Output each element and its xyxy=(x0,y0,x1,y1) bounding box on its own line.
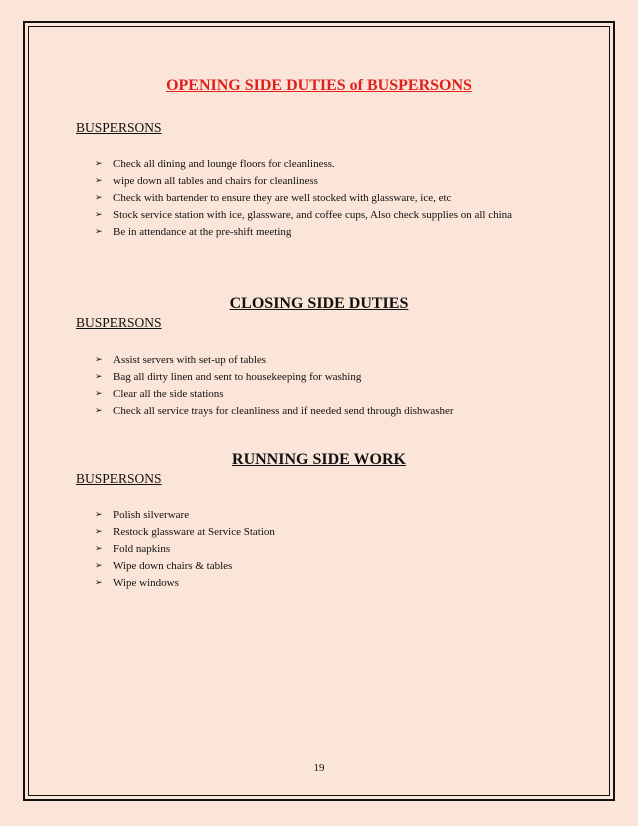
section-label-buspersons: BUSPERSONS xyxy=(76,315,162,330)
list-item xyxy=(95,507,567,524)
section-label-buspersons: BUSPERSONS xyxy=(76,120,162,135)
list-item xyxy=(95,575,567,592)
list-item xyxy=(95,558,567,575)
list-item-text: Assist servers with set-up of tables xyxy=(113,354,267,366)
duty-list-closing xyxy=(95,352,567,420)
arrow-bullet-icon: ➢ xyxy=(95,527,103,537)
section-title-closing: CLOSING SIDE DUTIES xyxy=(229,295,409,312)
list-item-text: Check all dining and lounge floors for cleanliness. xyxy=(113,158,335,170)
list-item xyxy=(95,369,567,386)
list-item xyxy=(95,173,567,190)
list-item-text: Wipe down chairs & tables xyxy=(113,560,233,572)
list-item-text: Restock glassware at Service Station xyxy=(113,526,275,538)
list-item-text: Wipe windows xyxy=(113,577,179,589)
arrow-bullet-icon: ➢ xyxy=(95,561,103,571)
list-item xyxy=(95,386,567,403)
list-item-text: Check all service trays for cleanliness and if needed send through dishwasher xyxy=(113,405,454,417)
arrow-bullet-icon: ➢ xyxy=(95,510,103,520)
list-item xyxy=(95,524,567,541)
list-item xyxy=(95,190,567,207)
arrow-bullet-icon: ➢ xyxy=(95,389,103,399)
arrow-bullet-icon: ➢ xyxy=(95,578,103,588)
section-title-opening: OPENING SIDE DUTIES of BUSPERSONS xyxy=(166,77,472,94)
arrow-bullet-icon: ➢ xyxy=(95,406,103,416)
list-item xyxy=(95,207,567,224)
arrow-bullet-icon: ➢ xyxy=(95,227,103,237)
arrow-bullet-icon: ➢ xyxy=(95,159,103,169)
arrow-bullet-icon: ➢ xyxy=(95,193,103,203)
arrow-bullet-icon: ➢ xyxy=(95,355,103,365)
list-item-text: Polish silverware xyxy=(113,509,190,521)
list-item xyxy=(95,156,567,173)
section-label-buspersons: BUSPERSONS xyxy=(76,471,162,486)
list-item xyxy=(95,352,567,369)
list-item-text: Stock service station with ice, glassware, and coffee cups, Also check supplies on all china xyxy=(113,209,513,221)
arrow-bullet-icon: ➢ xyxy=(95,210,103,220)
list-item xyxy=(95,541,567,558)
list-item-text: Check with bartender to ensure they are well stocked with glassware, ice, etc xyxy=(113,192,452,204)
section-title-running: RUNNING SIDE WORK xyxy=(232,451,406,468)
list-item xyxy=(95,403,567,420)
page-number: 19 xyxy=(313,762,325,774)
arrow-bullet-icon: ➢ xyxy=(95,544,103,554)
arrow-bullet-icon: ➢ xyxy=(95,176,103,186)
arrow-bullet-icon: ➢ xyxy=(95,372,103,382)
list-item-text: wipe down all tables and chairs for cleanliness xyxy=(113,175,318,187)
list-item-text: Be in attendance at the pre-shift meeting xyxy=(113,226,292,238)
list-item xyxy=(95,224,567,241)
list-item-text: Bag all dirty linen and sent to housekeeping for washing xyxy=(113,371,362,383)
duty-list-opening xyxy=(95,156,567,241)
list-item-text: Clear all the side stations xyxy=(113,388,224,400)
list-item-text: Fold napkins xyxy=(113,543,171,555)
duty-list-running xyxy=(95,507,567,592)
